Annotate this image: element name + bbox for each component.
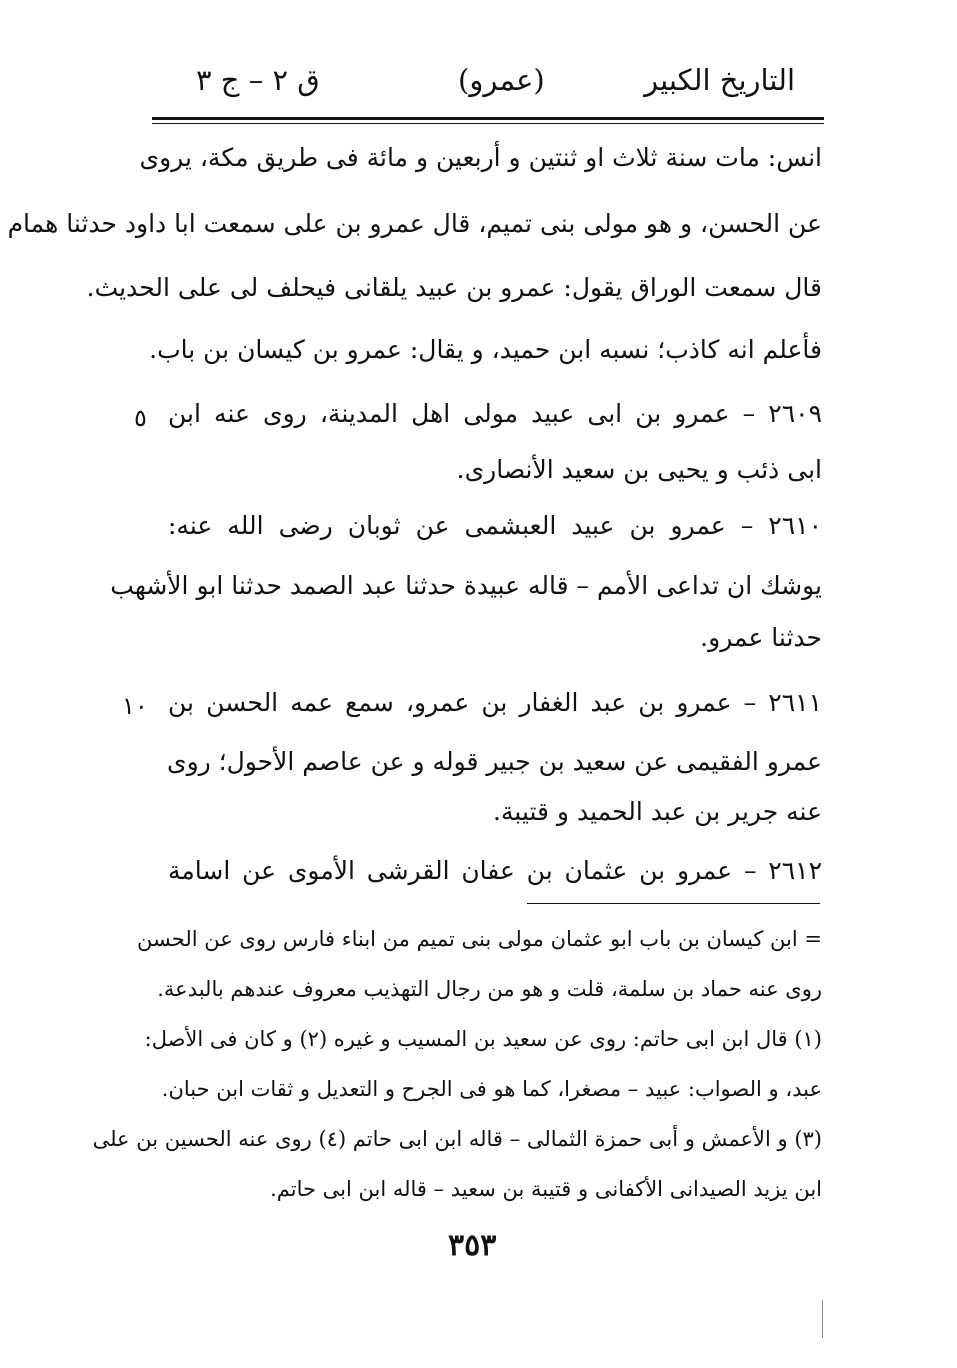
header-rule-thick bbox=[152, 117, 824, 120]
scan-edge-mark bbox=[822, 1300, 823, 1338]
footnote-line: عبد، و الصواب: عبيد – مصغرا، كما هو فى الجرح و التعديل و ثقات ابن حبان. bbox=[161, 1077, 822, 1101]
body-line: ابى ذئب و يحيى بن سعيد الأنصارى. bbox=[456, 455, 822, 484]
footnote-separator bbox=[527, 903, 820, 904]
body-line: فأعلم انه كاذب؛ نسبه ابن حميد، و يقال: عمرو بن كيسان بن باب. bbox=[149, 335, 822, 364]
footnote-line: = ابن كيسان بن باب ابو عثمان مولى بنى تميم من ابناء فارس روى عن الحسن bbox=[137, 927, 822, 951]
margin-line-number: ١٠ bbox=[122, 692, 148, 720]
entry-2611-start: ٢٦١١ – عمرو بن عبد الغفار بن عمرو، سمع عمه الحسن بن bbox=[168, 688, 822, 717]
header-rule-thin bbox=[152, 123, 824, 124]
body-line: عمرو الفقيمى عن سعيد بن جبير قوله و عن عاصم الأحول؛ روى bbox=[167, 747, 822, 776]
body-line: قال سمعت الوراق يقول: عمرو بن عبيد يلقانى فيحلف لى على الحديث. bbox=[86, 273, 822, 302]
body-line: عنه جرير بن عبد الحميد و قتيبة. bbox=[493, 797, 822, 826]
footnote-line: (٣) و الأعمش و أبى حمزة الثمالى – قاله ابن ابى حاتم (٤) روى عنه الحسين بن على bbox=[92, 1127, 822, 1151]
entry-2609-start: ٢٦٠٩ – عمرو بن ابى عبيد مولى اهل المدينة، روى عنه ابن bbox=[168, 399, 822, 428]
footnote-line: روى عنه حماد بن سلمة، قلت و هو من رجال التهذيب معروف عندهم بالبدعة. bbox=[157, 977, 822, 1001]
body-line: يوشك ان تداعى الأمم – قاله عبيدة حدثنا عبد الصمد حدثنا ابو الأشهب bbox=[110, 571, 822, 600]
body-line: انس: مات سنة ثلاث او ثنتين و أربعين و مائة فى طريق مكة، يروى bbox=[139, 143, 822, 172]
footnote-line: ابن يزيد الصيدانى الأكفانى و قتيبة بن سعيد – قاله ابن ابى حاتم. bbox=[270, 1177, 822, 1201]
entry-2610-start: ٢٦١٠ – عمرو بن عبيد العبشمى عن ثوبان رضى الله عنه: bbox=[168, 511, 822, 540]
running-title: التاريخ الكبير bbox=[644, 63, 795, 97]
entry-2612-start: ٢٦١٢ – عمرو بن عثمان بن عفان القرشى الأموى عن اسامة bbox=[168, 856, 822, 885]
footnote-line: (١) قال ابن ابى حاتم: روى عن سعيد بن المسيب و غيره (٢) و كان فى الأصل: bbox=[144, 1027, 822, 1051]
page-number: ٣٥٣ bbox=[448, 1228, 497, 1263]
margin-line-number: ٥ bbox=[134, 404, 147, 432]
body-line: عن الحسن، و هو مولى بنى تميم، قال عمرو بن على سمعت ابا داود حدثنا همام bbox=[7, 209, 822, 238]
section-heading: (عمرو) bbox=[458, 63, 545, 97]
body-line: حدثنا عمرو. bbox=[700, 623, 822, 652]
volume-reference: ق ٢ – ج ٣ bbox=[196, 63, 320, 97]
